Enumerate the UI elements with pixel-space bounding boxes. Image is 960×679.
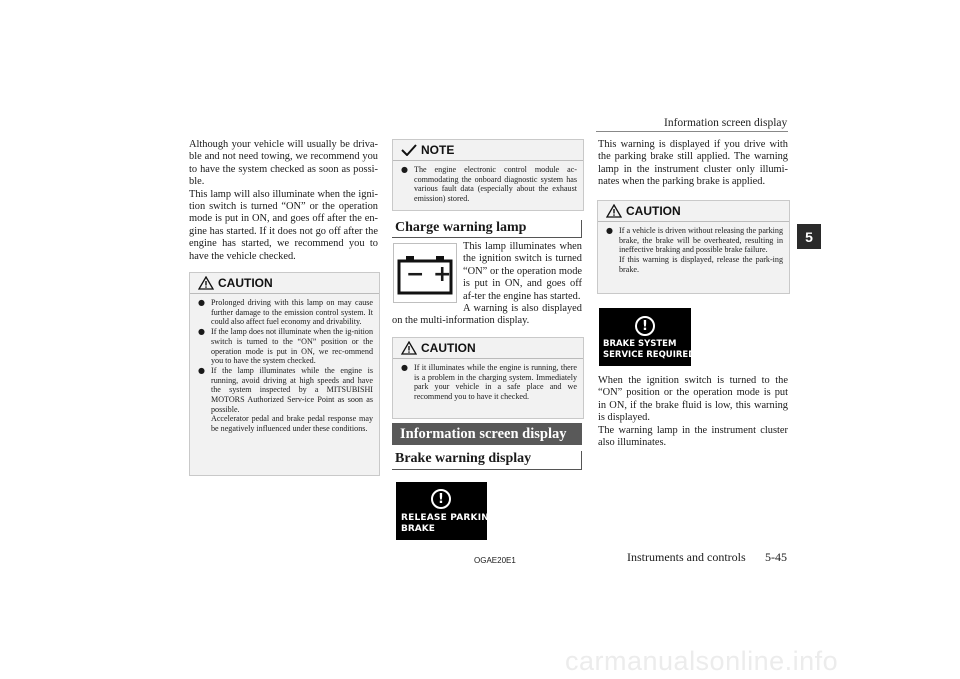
running-header: Information screen display — [664, 117, 788, 129]
battery-lamp-figure — [393, 243, 457, 303]
caution-header — [598, 201, 789, 218]
page-number: 5-45 — [765, 550, 787, 564]
warning-triangle-icon — [606, 204, 622, 218]
footer-section: Instruments and controls — [627, 550, 746, 564]
brake-paragraph: This warning is displayed if you drive with the parking brake still applied. The warning lamp in the instrument cluster only illumi-nates when the parking brake is applied. — [598, 139, 788, 188]
caution-header — [393, 338, 583, 355]
caution-box-right — [597, 200, 790, 294]
list-item-text: Prolonged driving with this lamp on may cause further damage to the emission control system. It could also affect fuel economy and drivability. — [211, 298, 373, 327]
lamp-paragraph: This lamp will also illuminate when the igni-tion switch is turned “ON” or the operation mode is put in ON, and goes off after the en-gine has started. If it does not go off after the engine has started, we recommend you to have the vehicle checked. — [189, 188, 378, 262]
note-header — [393, 140, 583, 157]
caution-label: CAUTION — [421, 341, 476, 355]
caution-box-middle — [392, 337, 584, 419]
column-left — [189, 139, 378, 263]
checkmark-icon — [401, 144, 417, 156]
brake-system-service-panel — [599, 308, 696, 366]
list-item — [606, 226, 783, 275]
intro-paragraph: Although your vehicle will usually be driva-ble and not need towing, we recommend you to have the system checked as soon as possi-ble. — [189, 139, 378, 188]
image-code: OGAE20E1 — [474, 556, 516, 565]
list-item — [198, 327, 373, 366]
caution-label: CAUTION — [218, 276, 273, 290]
battery-minus-sign: − — [406, 262, 425, 287]
caution-label: CAUTION — [626, 204, 681, 218]
battery-plus-sign: + — [433, 262, 452, 287]
heading-rule — [581, 451, 582, 470]
charge-paragraph: This lamp illuminates when the ignition switch is turned “ON” or the operation mode is put in ON, and goes off af-ter the engine has started. — [463, 241, 582, 302]
warning-triangle-icon — [401, 341, 417, 355]
list-item-text: If the lamp does not illuminate when the ig-nition switch is turned to the “ON” position or the operation mode is put in ON, we rec-ommend you to have the system checked. — [211, 327, 373, 366]
panel-line-2: BRAKE — [401, 524, 435, 534]
list-item-text: If the lamp illuminates while the engine is running, avoid driving at high speeds and have the system inspected by a MITSUBISHI MOTORS Authorized Serv-ice Point as soon as possible. — [211, 365, 373, 414]
brake-fluid-text — [598, 375, 788, 449]
bullet-icon: ● — [401, 165, 408, 174]
panel-line-1: BRAKE SYSTEM — [603, 339, 677, 349]
caution-header — [190, 273, 379, 290]
heading-rule — [392, 469, 582, 470]
charge-heading: Charge warning lamp — [395, 220, 527, 235]
caution-list — [598, 222, 789, 279]
list-item-text: Accelerator pedal and brake pedal response may be negatively influenced under these conditions. — [211, 414, 373, 434]
list-item-text: If a vehicle is driven without releasing the parking brake, the brake will be overheated, resulting in ineffective braking and possible brake failure. — [619, 226, 783, 255]
brake-fluid-paragraph: When the ignition switch is turned to the “ON” position or the operation mode is put in ON, if the brake fluid is low, this warning is displayed. — [598, 375, 788, 424]
caution-box-left — [189, 272, 380, 476]
warning-triangle-icon — [198, 276, 214, 290]
list-item — [198, 366, 373, 434]
note-list — [393, 161, 583, 208]
brake-heading: Brake warning display — [395, 451, 532, 466]
chapter-tab: 5 — [797, 224, 821, 249]
bullet-icon: ● — [401, 363, 408, 372]
note-label: NOTE — [421, 143, 455, 157]
note-box — [392, 139, 584, 211]
list-item-text: If it illuminates while the engine is running, there is a problem in the charging system. Immediately park your vehicle in a safe place and we recommend you to have it checked. — [414, 363, 577, 402]
panel-line-2: SERVICE REQUIRED — [603, 350, 696, 360]
exclamation-icon: ! — [635, 316, 655, 336]
caution-list — [190, 294, 379, 438]
exclamation-icon: ! — [431, 489, 451, 509]
bullet-icon: ● — [198, 365, 205, 375]
charge-paragraph-2: A warning is also displayed on the multi-information display. — [392, 303, 582, 327]
watermark: carmanualsonline.info — [565, 646, 839, 676]
list-item-text: If this warning is displayed, release the park-ing brake. — [619, 255, 783, 274]
list-item — [401, 363, 577, 402]
list-item-text: The engine electronic control module ac-commodating the onboard diagnostic system has various fault data (especially about the exhaust emission) stored. — [414, 165, 577, 204]
heading-rule — [392, 237, 582, 238]
header-rule — [596, 131, 788, 132]
bullet-icon: ● — [198, 327, 205, 337]
cluster-lamp-paragraph: The warning lamp in the instrument cluster also illuminates. — [598, 424, 788, 449]
heading-rule — [581, 220, 582, 238]
caution-list — [393, 359, 583, 406]
list-item — [198, 298, 373, 327]
section-banner: Information screen display — [392, 423, 582, 445]
panel-line-1: RELEASE PARKING — [401, 513, 497, 523]
release-parking-brake-panel — [396, 482, 497, 540]
bullet-icon: ● — [606, 226, 613, 235]
bullet-icon: ● — [198, 298, 205, 307]
list-item — [401, 165, 577, 204]
